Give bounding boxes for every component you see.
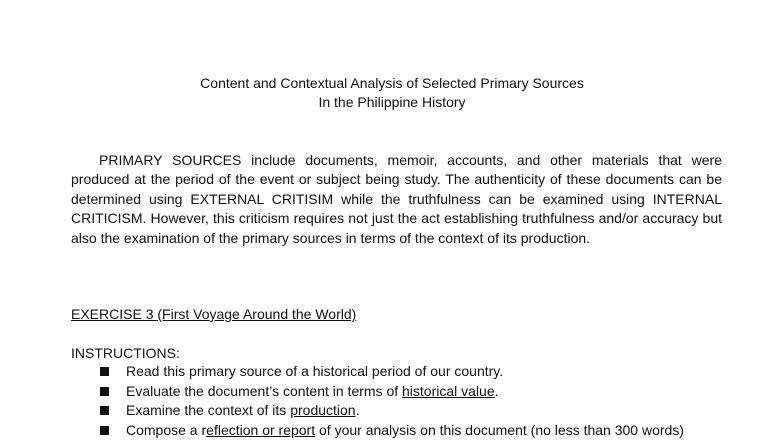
instruction-underlined-text: eflection or report bbox=[206, 421, 316, 438]
instruction-text: Evaluate the document’s content in terms of bbox=[126, 382, 403, 399]
square-bullet-icon bbox=[100, 406, 109, 415]
document-title-line2: In the Philippine History bbox=[318, 94, 466, 110]
exercise-heading: EXERCISE 3 (First Voyage Around the World) bbox=[71, 306, 357, 322]
list-item bbox=[100, 362, 684, 382]
instruction-text: . bbox=[355, 402, 360, 418]
list-item bbox=[100, 401, 684, 421]
instructions-heading: INSTRUCTIONS: bbox=[71, 345, 180, 361]
instruction-text: . bbox=[494, 382, 499, 399]
instruction-text: Examine the context of its bbox=[126, 402, 291, 418]
instructions-list bbox=[100, 362, 684, 440]
instruction-text: Read this primary source of a historical period of our country. bbox=[126, 363, 504, 379]
square-bullet-icon bbox=[100, 387, 109, 396]
document-title-line1: Content and Contextual Analysis of Selected Primary Sources bbox=[200, 75, 584, 91]
list-item bbox=[100, 382, 684, 402]
instruction-underlined-text: production bbox=[290, 402, 356, 418]
instruction-text: Compose a r bbox=[126, 421, 207, 438]
list-item bbox=[100, 421, 684, 441]
square-bullet-icon bbox=[100, 367, 109, 376]
instruction-text: of your analysis on this document (no less than 300 words) bbox=[315, 421, 684, 438]
instruction-underlined-text: historical value bbox=[402, 382, 495, 399]
square-bullet-icon bbox=[100, 426, 109, 435]
primary-sources-paragraph: PRIMARY SOURCES include documents, memoir, accounts, and other materials that were produced at the period of the event or subject being study. The authenticity of these documents can be determined using EXTERNAL CRITISIM while the truthfulness can be examined using INTERNAL CRITICISM. However, this criticism requires not just the act establishing truthfulness and/or accuracy but also the examination of the primary sources in terms of the context of its production. bbox=[71, 152, 722, 246]
